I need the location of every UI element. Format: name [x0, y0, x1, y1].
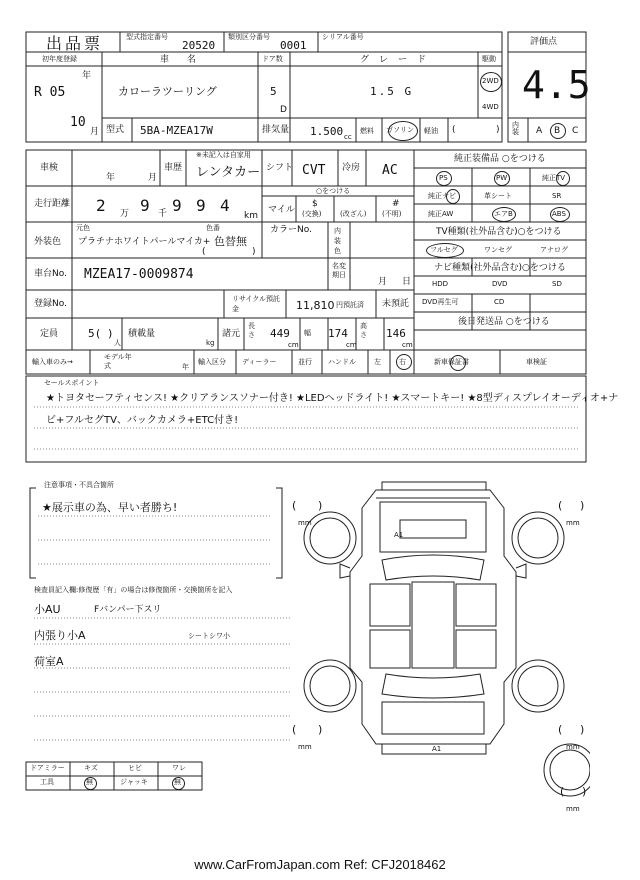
- height-cm: cm: [402, 341, 413, 349]
- nav-hdd: HDD: [432, 280, 449, 288]
- later-warranty: 新車保証書: [434, 358, 469, 366]
- tire-fl-bracket-close: ): [318, 499, 323, 512]
- class-label: 類別区分番号: [228, 33, 270, 41]
- doors-label: ドア数: [262, 55, 283, 63]
- tire-fl-mm: mm: [298, 519, 312, 527]
- inspection-month: 月: [148, 173, 158, 183]
- legend-crack: ヒビ: [128, 764, 142, 772]
- sales-header: セールスポイント: [44, 379, 100, 387]
- inspector-note-3: 荷室A: [34, 655, 64, 668]
- damage-mark-front: A1: [394, 531, 404, 539]
- inspection-year: 年: [106, 173, 116, 183]
- mileage-digit-4: 9: [196, 196, 206, 215]
- name-change-month: 月: [378, 277, 388, 287]
- car-diagram: [290, 472, 590, 812]
- repaint-paren-close: ): [252, 247, 256, 257]
- model-year-label: モデル年式: [104, 353, 132, 370]
- tire-fr-mm: mm: [566, 519, 580, 527]
- tire-rr-bracket-open: (: [558, 723, 563, 736]
- reg-month: 10: [70, 115, 86, 130]
- mileage-digit-1: 2: [96, 196, 106, 215]
- interior-a: A: [536, 126, 543, 136]
- inspector-note-2a: 内張り小A: [34, 629, 86, 642]
- height-label: 高さ: [360, 322, 367, 339]
- type-value: 5BA-MZEA17W: [140, 124, 213, 137]
- import-label: 輸入車のみ→: [32, 358, 73, 366]
- inspector-note-1a: 小AU: [34, 603, 61, 616]
- equip-ps: PS: [439, 174, 448, 182]
- tire-fl-bracket-open: (: [292, 499, 297, 512]
- tire-spare-bracket-open: (: [560, 785, 565, 798]
- name-change-label: 名変期日: [332, 262, 346, 279]
- interior-b: B: [554, 126, 561, 136]
- load-label: 積載量: [128, 329, 156, 339]
- load-kg: kg: [206, 339, 215, 347]
- mileage-unit: km: [244, 211, 258, 221]
- nav-sd: SD: [552, 280, 562, 288]
- history-label: 車歴: [164, 163, 183, 173]
- genuine-header: 純正装備品 ○をつける: [454, 154, 546, 164]
- car-name: カローラツーリング: [118, 85, 217, 98]
- aircon-label: 冷房: [342, 163, 361, 173]
- history-value: レンタカー: [196, 165, 261, 180]
- class-value: 0001: [280, 39, 307, 52]
- mileage-sen: 千: [158, 209, 168, 219]
- interior-color-label: 内装色: [334, 227, 341, 255]
- legend-door-mirror: ドアミラー: [30, 764, 65, 772]
- recycle-value: 11,810: [296, 299, 335, 312]
- capacity-unit: 人: [114, 339, 121, 347]
- tv-analog: アナログ: [540, 246, 568, 254]
- oil-label: 軽油: [424, 127, 438, 135]
- height-value: 146: [386, 327, 406, 340]
- handle-label: ハンドル: [328, 358, 356, 366]
- drive-label: 駆動: [482, 55, 496, 63]
- color-value: プラチナホワイトパールマイカ+: [78, 237, 211, 247]
- legend-tools: 工具: [40, 778, 54, 786]
- tire-fr-bracket-open: (: [558, 499, 563, 512]
- car-name-label: 車名: [160, 55, 215, 65]
- equip-sr: SR: [552, 192, 562, 200]
- tire-rr-mm: mm: [566, 743, 580, 751]
- displacement-label: 排気量: [262, 125, 290, 135]
- recycle-suffix: 円預託済: [336, 301, 364, 309]
- history-note: ※未記入は自家用: [196, 151, 251, 159]
- shift-value: CVT: [302, 163, 326, 178]
- interior-label: 内装: [512, 121, 519, 136]
- inspector-note-2b: シートシワ小: [188, 632, 230, 640]
- nav-dvd: DVD: [492, 280, 508, 288]
- equip-genuine-navi: 純正ナビ: [428, 192, 456, 200]
- displacement-unit: cc: [344, 133, 352, 141]
- legend-jack-value: 無: [174, 778, 181, 786]
- right-label: 右: [399, 358, 406, 366]
- nav-header: ナビ種類(社外品含む)○をつける: [434, 263, 566, 273]
- displacement-value: 1.500: [310, 125, 344, 138]
- recycle-label: リサイクル預託金: [232, 295, 281, 313]
- repaint-paren-open: (: [202, 247, 206, 257]
- tire-spare-mm: mm: [566, 805, 580, 813]
- mileage-label: 走行距離: [34, 199, 71, 209]
- drive-2wd: 2WD: [482, 77, 499, 85]
- grade-label: グレード: [360, 55, 437, 65]
- first-reg-label: 初年度登録: [42, 55, 77, 63]
- chassis-label: 車台No.: [34, 269, 67, 279]
- grade-value: 1.5 G: [370, 85, 414, 98]
- tire-rl-bracket-open: (: [292, 723, 297, 736]
- mileage-digit-2: 9: [140, 196, 150, 215]
- oil-paren-open: (: [452, 125, 456, 135]
- year-unit: 年: [82, 71, 92, 81]
- footer-watermark: www.CarFromJapan.com Ref: CFJ2018462: [194, 857, 446, 872]
- dealer-label: ディーラー: [242, 358, 277, 366]
- tamper-label: (改ざん): [340, 210, 367, 218]
- type-label: 型式: [106, 125, 125, 135]
- tv-fullseg: フルセグ: [430, 246, 458, 254]
- later-inspection-cert: 車検証: [526, 358, 547, 366]
- inspector-note-1b: Fバンパー下スリ: [94, 605, 162, 615]
- nav-dvd-playback: DVD再生可: [422, 298, 459, 306]
- equip-genuine-tv: 純正TV: [542, 174, 566, 182]
- legend-jack: ジャッキ: [120, 778, 148, 786]
- drive-4wd: 4WD: [482, 103, 499, 111]
- capacity-value: 5(: [88, 327, 102, 340]
- model-year-unit: 年: [182, 363, 189, 371]
- repaint-value: 色替無: [214, 235, 247, 248]
- equip-abs: ABS: [552, 210, 566, 218]
- tire-rr-bracket-close: ): [580, 723, 585, 736]
- tire-fr-bracket-close: ): [580, 499, 585, 512]
- doors-value: 5: [270, 85, 277, 98]
- mileage-man: 万: [120, 209, 130, 219]
- model-cert-label: 型式指定番号: [126, 33, 168, 41]
- tire-rl-bracket-close: ): [318, 723, 323, 736]
- sheet-title: 出品票: [46, 34, 104, 53]
- width-cm: cm: [346, 341, 357, 349]
- width-label: 幅: [304, 329, 311, 337]
- mileage-check-header: ○をつける: [316, 187, 351, 195]
- mile-label: マイル: [268, 205, 295, 215]
- fuel-value: ガソリン: [386, 126, 414, 134]
- exchange-label: (交換): [302, 210, 322, 218]
- inspection-label: 車検: [40, 163, 59, 173]
- unknown-label: (不明): [382, 210, 402, 218]
- tire-rl-mm: mm: [298, 743, 312, 751]
- equip-airbag: エアB: [494, 210, 513, 218]
- legend-break: ワレ: [172, 764, 186, 772]
- equip-leather: 革シート: [484, 192, 512, 200]
- score-label: 評価点: [530, 37, 558, 47]
- oil-paren-close: ): [496, 125, 500, 135]
- capacity-label: 定員: [40, 329, 59, 339]
- score-value: 4.5: [522, 63, 591, 107]
- later-header: 後日発送品 ○をつける: [458, 317, 550, 327]
- length-value: 449: [270, 327, 290, 340]
- capacity-paren: ): [108, 327, 113, 340]
- mileage-digit-3: 9: [172, 196, 182, 215]
- serial-label: シリアル番号: [322, 33, 364, 41]
- damage-mark-rear: A1: [432, 745, 442, 753]
- name-change-day: 日: [402, 277, 412, 287]
- reg-no-label: 登録No.: [34, 299, 67, 309]
- orig-color-label: 元色: [76, 224, 90, 232]
- tire-spare-bracket-close: ): [582, 785, 587, 798]
- equip-pw: PW: [496, 174, 508, 182]
- fuel-label: 燃料: [360, 127, 374, 135]
- dims-label: 諸元: [222, 329, 241, 339]
- parallel-label: 並行: [298, 358, 312, 366]
- legend-scratch: キズ: [84, 764, 98, 772]
- model-cert-value: 20520: [182, 39, 216, 52]
- import-type-label: 輸入区分: [198, 358, 226, 366]
- notes-header: 注意事項・不具合箇所: [44, 481, 114, 489]
- not-deposited-label: 未預託: [382, 299, 410, 309]
- width-value: 174: [328, 327, 348, 340]
- tv-oneseg: ワンセグ: [484, 246, 512, 254]
- color-number-label: 色番: [206, 224, 220, 232]
- sales-line-2: ビ+フルセグTV、バックカメラ+ETC付き!: [46, 415, 239, 426]
- color-label: 外装色: [34, 237, 62, 247]
- length-label: 長さ: [248, 322, 255, 339]
- left-label: 左: [374, 358, 381, 366]
- mileage-digit-5: 4: [220, 196, 230, 215]
- notes-line-1: ★展示車の為、早い者勝ち!: [42, 501, 178, 514]
- hash-label: #: [392, 199, 400, 209]
- chassis-value: MZEA17-0009874: [84, 267, 194, 282]
- inspector-header: 検査員記入欄:修復歴「有」の場合は修復箇所・交換箇所を記入: [34, 586, 233, 594]
- tv-header: TV種類(社外品含む)○をつける: [436, 227, 562, 237]
- interior-c: C: [572, 126, 579, 136]
- sales-line-1: ★トヨタセーフティセンス! ★クリアランスソナー付き! ★LEDヘッドライト! ★スマートキー! ★8型ディスプレイオーディオ+ナ: [46, 393, 619, 404]
- dollar-label: $: [312, 199, 318, 209]
- doors-type: D: [280, 105, 287, 115]
- color-no-label: カラーNo.: [270, 225, 312, 235]
- shift-label: シフト: [266, 163, 294, 173]
- length-cm: cm: [288, 341, 299, 349]
- equip-genuine-aw: 純正AW: [428, 210, 454, 218]
- nav-cd: CD: [494, 298, 505, 306]
- era-year: R 05: [34, 85, 66, 100]
- month-unit: 月: [90, 127, 100, 137]
- aircon-value: AC: [382, 163, 398, 178]
- legend-tools-value: 無: [86, 778, 93, 786]
